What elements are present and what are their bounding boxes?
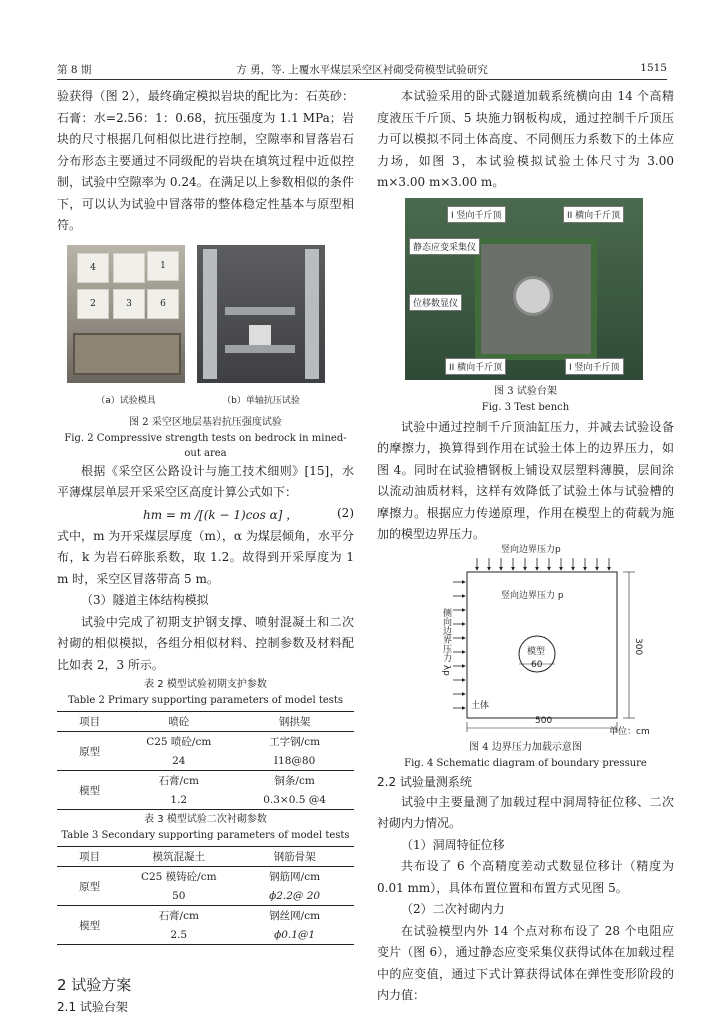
table-cell: 石膏/cm	[158, 775, 199, 787]
table-cell: 2.5	[122, 925, 235, 945]
table-cell: 石膏/cm	[158, 910, 199, 922]
table-2	[57, 711, 354, 810]
rock-block: 6	[147, 289, 179, 319]
right-column	[377, 86, 674, 1007]
subheading-lining-force: （2）二次衬砌内力	[401, 902, 505, 916]
table-3-caption-cn: 表 3 模型试验二次衬砌参数	[144, 814, 267, 825]
header-rule	[57, 79, 667, 80]
figure-2-caption-en: Fig. 2 Compressive strength tests on bedrock in mined-out area	[64, 432, 347, 459]
running-title: 方 勇，等. 上覆水平煤层采空区衬砌受荷模型试验研究	[236, 64, 488, 76]
paragraph-mix-ratio: 验获得（图 2），最终确定模拟岩块的配比为：石英砂：石膏：水=2.56：1：0.68，抗压强度为 1.1 MPa；岩块的尺寸根据几何相似比进行控制，空隙率和冒落岩石分布形态主要通过不同级配的岩块在填筑过程中近似控制，试验中空隙率为 0.24。在满足以上参数相似的条件下，可以认为试验中冒落带的整体稳定性基本与原型相符。	[57, 89, 354, 232]
table-header-cell: 钢拱架	[235, 712, 354, 732]
paragraph-strain-gauges: 在试验模型内外 14 个点对称布设了 28 个电阻应变片（图 6），通过静态应变采集仪获得试体在加载过程中的应变值，通过下式计算获得试体在弹性变形阶段的内力值：	[377, 923, 674, 1002]
table-header-cell: 钢筋骨架	[235, 847, 354, 867]
table-cell: C25 模铸砼/cm	[140, 871, 217, 883]
table-2-caption-cn: 表 2 模型试验初期支护参数	[144, 679, 267, 690]
rock-block: 1	[147, 251, 179, 281]
table-3-caption-en: Table 3 Secondary supporting parameters of model tests	[61, 830, 350, 841]
table-3	[57, 846, 354, 945]
rock-specimen	[249, 325, 271, 345]
table-row	[57, 867, 354, 887]
table-cell: C25 喷砼/cm	[146, 736, 212, 748]
mold-tray	[73, 333, 181, 375]
table-row	[57, 732, 354, 752]
fig4-model-dim: 60	[531, 659, 543, 670]
rock-block	[113, 253, 145, 283]
figure-3-caption-cn: 图 3 试验台架	[494, 385, 557, 397]
fig4-inner-label: 竖向边界压力 p	[501, 590, 564, 601]
paragraph-boundary-pressure: 试验中通过控制千斤顶油缸压力，并减去试验设备的摩擦力，换算得到作用在试验土体上的边界压力，如图 4。同时在试验槽钢板上铺设双层塑料薄膜，层间涂以流动油质材料，这样有效降低了试验土体与试验槽的摩擦力。根据应力传递原理，作用在模型上的荷载为施加的模型边界压力。	[377, 419, 674, 541]
table-cell: 铜条/cm	[274, 775, 315, 787]
table-row	[57, 906, 354, 926]
table-cell: 模型	[57, 771, 122, 810]
formula-2	[57, 504, 354, 526]
rock-block: 3	[113, 289, 145, 319]
top-pressure-arrows	[477, 558, 609, 570]
paragraph-loading-system: 本试验采用的卧式隧道加载系统横向由 14 个高精度液压千斤顶、5 块施力钢板构成，通过控制千斤顶压力可以模拟不同土体高度、不同侧压力系数下的土体应力场，如图 3，本试验模拟试验土体尺寸为 3.00 m×3.00 m×3.00 m。	[377, 89, 674, 189]
photo-uniaxial-test	[197, 245, 325, 383]
rock-block: 4	[77, 253, 109, 283]
fig4-side-label: 侧向边界压力 λp	[441, 607, 451, 676]
figure-3	[377, 198, 674, 384]
subheading-tunnel-structure: （3）隧道主体结构模拟	[81, 593, 209, 607]
subcaption-a: （a）试验模具	[96, 395, 156, 406]
label-displacement-meter: 位移数显仪	[409, 294, 462, 311]
paragraph-formula-vars: 式中，m 为开采煤层厚度（m），α 为煤层倾角，水平分布，k 为岩石碎胀系数，取 1.2。故得到开采厚度为 1 m 时，采空区冒落带高 5 m。	[57, 528, 354, 586]
figure-4	[377, 544, 674, 737]
fig4-height-dim: 300	[633, 637, 643, 655]
figure-2	[57, 245, 354, 415]
label-horizontal-jack: II 横向千斤顶	[445, 358, 506, 375]
label-vertical-jack: I 竖向千斤顶	[447, 206, 506, 223]
table-cell: 工字钢/cm	[269, 736, 321, 748]
running-header	[57, 60, 667, 78]
table-2-caption-en: Table 2 Primary supporting parameters of model tests	[67, 695, 344, 706]
photo-test-mold	[67, 245, 185, 383]
paragraph-structure-sim: 试验中完成了初期支护钢支撑、喷射混凝土和二次衬砌的相似模拟，各组分相似材料、控制参数及材料配比如表 2，3 所示。	[57, 614, 354, 672]
table-row	[57, 771, 354, 791]
upper-platen	[225, 307, 295, 315]
boundary-pressure-diagram	[377, 548, 674, 736]
paragraph-formula-intro: 根据《采空区公路设计与施工技术细则》[15]，水平薄煤层单层开采采空区高度计算公式如下：	[57, 463, 354, 499]
photo-test-bench	[405, 198, 643, 380]
label-horizontal-jack: II 横向千斤顶	[563, 206, 624, 223]
fig4-top-label: 竖向边界压力p	[501, 544, 561, 555]
table-cell: 模型	[57, 906, 122, 945]
table-header-cell: 项目	[57, 712, 122, 732]
subcaption-b: （b）单轴抗压试验	[222, 395, 300, 406]
tunnel-model	[513, 276, 553, 316]
section-heading-2-2: 2.2 试验量测系统	[377, 774, 472, 789]
rock-block: 2	[77, 289, 109, 319]
table-cell: 钢丝网/cm	[269, 910, 321, 922]
figure-2-caption-cn: 图 2 采空区地层基岩抗压强度试验	[129, 416, 282, 428]
figure-4-caption-cn: 图 4 边界压力加载示意图	[469, 741, 582, 753]
table-cell: ϕ0.1@1	[235, 925, 354, 945]
issue-number: 第 8 期	[57, 64, 92, 76]
side-pressure-arrows	[453, 582, 465, 708]
label-vertical-jack: I 竖向千斤顶	[565, 358, 624, 375]
paragraph-displacement-meters: 共布设了 6 个高精度差动式数显位移计（精度为 0.01 mm），具体布置位置和布置方式见图 5。	[377, 859, 674, 895]
table-cell: 原型	[79, 745, 101, 758]
press-column	[203, 249, 217, 379]
section-heading-2-1: 2.1 试验台架	[57, 1000, 128, 1014]
fig4-model-label: 模型	[527, 646, 546, 657]
table-cell: I18@80	[273, 754, 316, 767]
fig4-width-dim: 500	[535, 715, 553, 726]
formula-number: (2)	[337, 505, 354, 520]
table-cell: ϕ2.2@ 20	[269, 889, 321, 902]
page-number: 1515	[640, 62, 667, 74]
label-strain-collector: 静态应变采集仪	[409, 238, 480, 255]
table-cell: 1.2	[122, 790, 235, 810]
figure-3-caption-en: Fig. 3 Test bench	[481, 401, 570, 413]
table-cell: 原型	[79, 880, 101, 893]
table-cell: 50	[172, 889, 186, 902]
figure-4-caption-en: Fig. 4 Schematic diagram of boundary pressure	[404, 757, 647, 769]
table-header-cell: 喷砼	[122, 712, 235, 732]
left-column	[57, 86, 354, 1016]
table-header-cell: 模筑混凝土	[122, 847, 235, 867]
table-cell: 钢筋网/cm	[269, 871, 321, 883]
table-header-row	[57, 712, 354, 732]
table-header-row	[57, 847, 354, 867]
subheading-displacement: （1）洞周特征位移	[401, 837, 505, 852]
paragraph-measurement-items: 试验中主要量测了加载过程中洞周特征位移、二次衬砌内力情况。	[377, 794, 674, 830]
fig4-soil-label: 土体	[471, 700, 490, 711]
lower-platen	[225, 345, 295, 353]
table-header-cell: 项目	[57, 847, 122, 867]
fig4-unit: 单位：cm	[609, 726, 650, 737]
table-cell: 0.3×0.5 @4	[235, 790, 354, 810]
formula-expression: hm = m /[(k − 1)cos α] ，	[143, 507, 299, 522]
press-column	[305, 249, 319, 379]
table-cell: 24	[172, 754, 186, 767]
section-heading-2: 2 试验方案	[57, 976, 132, 994]
